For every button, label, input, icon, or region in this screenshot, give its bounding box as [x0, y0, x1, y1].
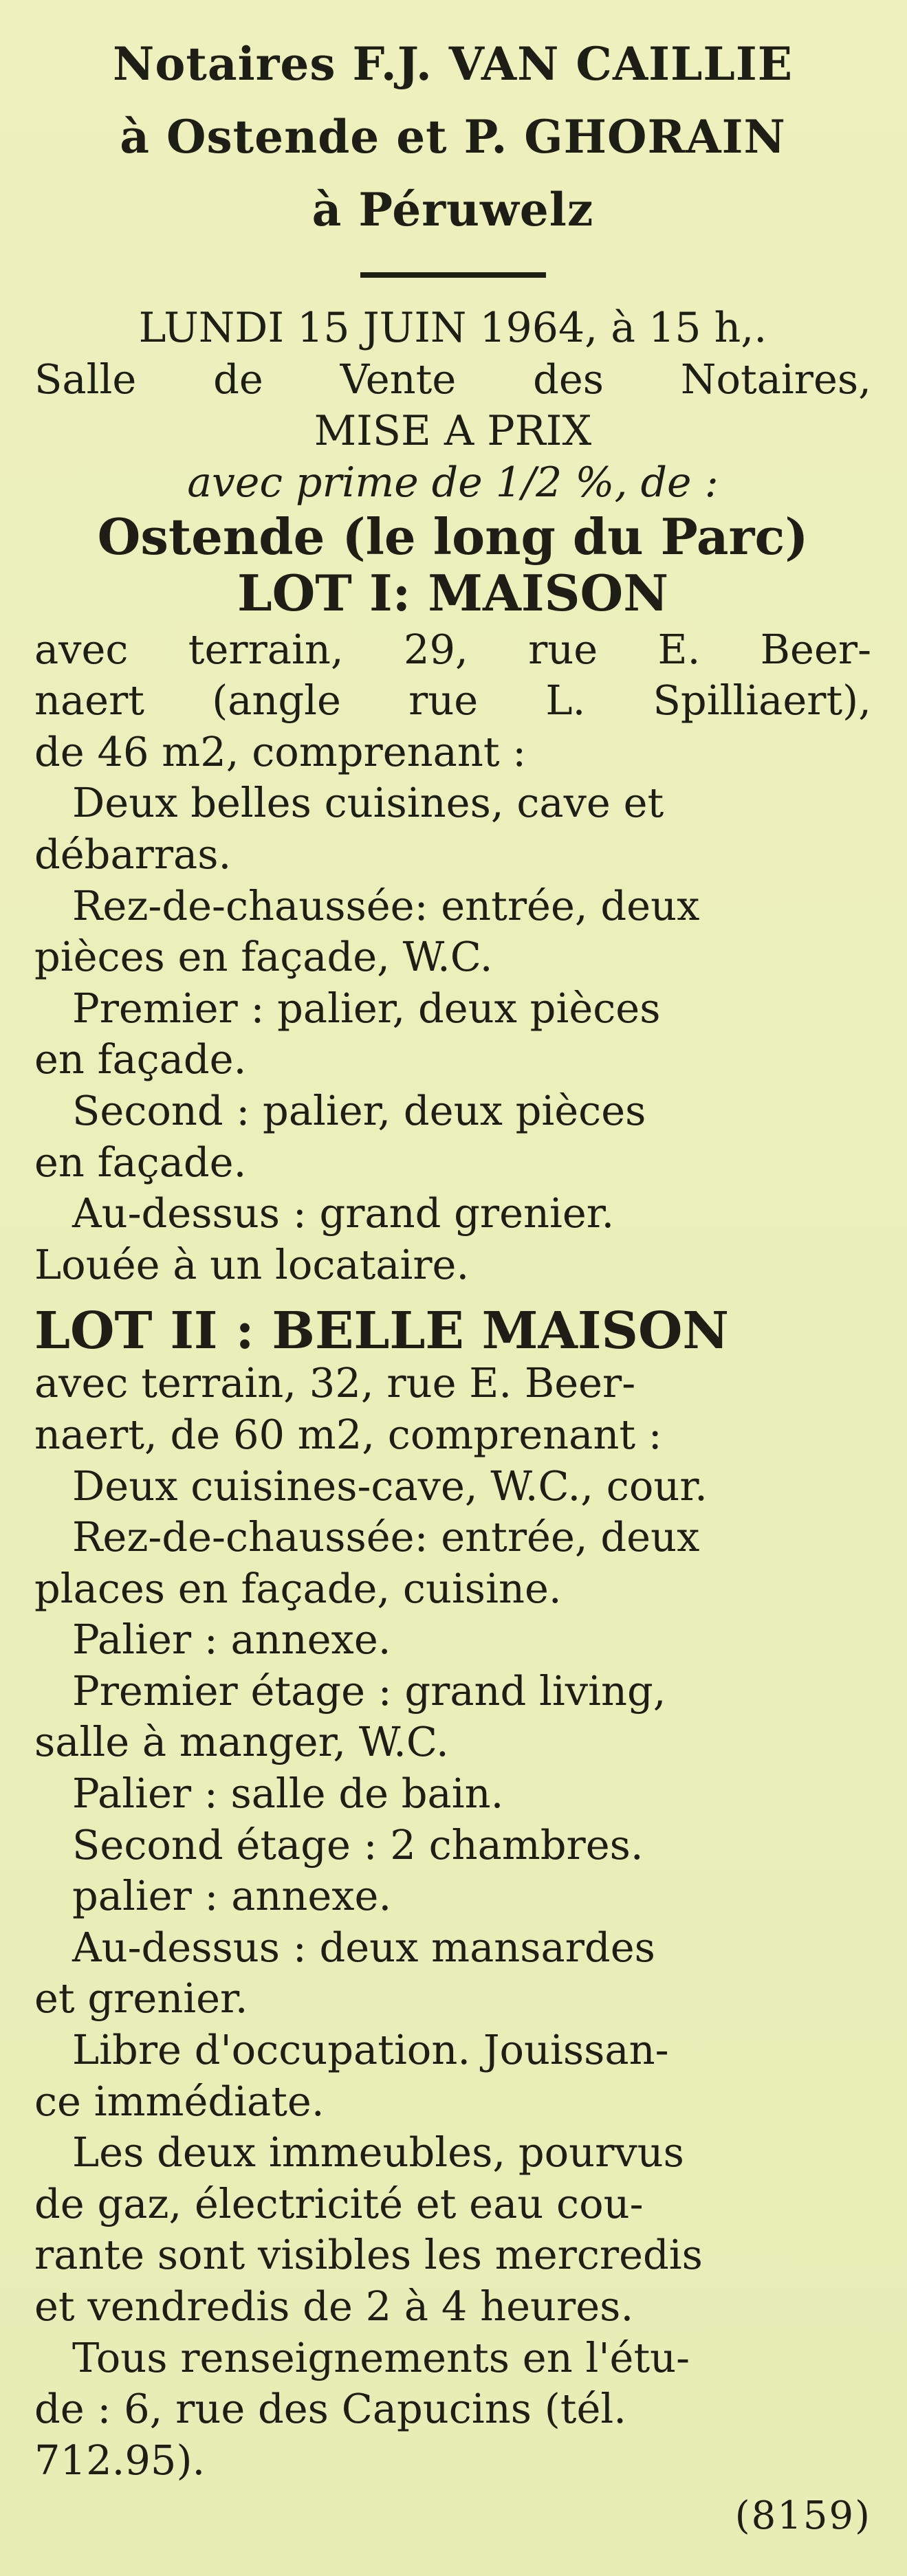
- text-line: Au-dessus : deux mansardes: [72, 1923, 655, 1971]
- lot-2-title: LOT II : BELLE MAISON: [34, 1301, 730, 1361]
- text-line: naert, de 60 m2, comprenant :: [34, 1410, 662, 1458]
- word: rue: [408, 676, 479, 725]
- location-heading: Ostende (le long du Parc): [97, 507, 809, 566]
- text-line: avec terrain, 32, rue E. Beer-: [34, 1359, 636, 1407]
- word: 29,: [403, 625, 468, 673]
- word: naert: [34, 676, 145, 725]
- text-line: Rez-de-chaussée: entrée, deux: [72, 881, 700, 929]
- text-line: Premier : palier, deux pièces: [72, 984, 661, 1032]
- text-line: 712.95).: [34, 2436, 206, 2484]
- sale-hall-word: Notaires,: [680, 355, 871, 403]
- sale-hall-word: Vente: [340, 355, 457, 403]
- text-line: de : 6, rue des Capucins (tél.: [34, 2385, 627, 2433]
- text-line: pièces en façade, W.C.: [34, 933, 493, 981]
- word: Spilliaert),: [653, 676, 871, 725]
- text-line: et vendredis de 2 à 4 heures.: [34, 2282, 634, 2330]
- text-line: Deux cuisines-cave, W.C., cour.: [72, 1462, 708, 1510]
- word: terrain,: [188, 625, 344, 673]
- separator-rule: [360, 272, 546, 278]
- text-line: places en façade, cuisine.: [34, 1564, 562, 1612]
- text-line: [34, 624, 871, 676]
- text-line: ce immédiate.: [34, 2077, 325, 2125]
- word: E.: [657, 625, 701, 673]
- sale-hall-word: des: [533, 355, 604, 403]
- mise-a-prix: MISE A PRIX: [314, 406, 592, 455]
- text-line: Second : palier, deux pièces: [72, 1086, 646, 1134]
- text-line: Les deux immeubles, pourvus: [72, 2128, 684, 2177]
- text-line: Palier : salle de bain.: [72, 1770, 504, 1818]
- text-line: de 46 m2, comprenant :: [34, 727, 527, 775]
- text-line: de gaz, électricité et eau cou-: [34, 2179, 644, 2227]
- word: Beer-: [760, 625, 871, 673]
- text-line: en façade.: [34, 1035, 247, 1083]
- text-line: débarras.: [34, 830, 232, 878]
- lot-2-description: [34, 1358, 871, 2486]
- word: L.: [545, 676, 586, 725]
- text-line: Second étage : 2 chambres.: [72, 1820, 644, 1869]
- text-line: rante sont visibles les mercredis: [34, 2231, 703, 2279]
- sale-hall-word: de: [213, 355, 263, 403]
- text-line: Palier : annexe.: [72, 1616, 391, 1664]
- text-line: Deux belles cuisines, cave et: [72, 779, 664, 827]
- text-line: Rez-de-chaussée: entrée, deux: [72, 1513, 700, 1561]
- word: (angle: [212, 676, 341, 725]
- word: avec: [34, 625, 129, 673]
- sale-date: LUNDI 15 JUIN 1964, à 15 h,.: [138, 304, 767, 352]
- lot-1-title: LOT I: MAISON: [237, 563, 669, 622]
- reference-number: (8159): [734, 2494, 871, 2538]
- lot-1-description: [34, 624, 871, 1291]
- text-line: Tous renseignements en l'étu-: [72, 2333, 690, 2381]
- word: rue: [528, 625, 598, 673]
- notary-heading-line-3: à Péruwelz: [312, 183, 594, 236]
- text-line: palier : annexe.: [72, 1872, 392, 1920]
- text-line: et grenier.: [34, 1974, 248, 2023]
- text-line: Louée à un locataire.: [34, 1240, 470, 1288]
- text-line: salle à manger, W.C.: [34, 1718, 449, 1766]
- sale-hall-word: Salle: [34, 355, 137, 403]
- text-line: Premier étage : grand living,: [72, 1666, 666, 1715]
- notary-heading-line-2: à Ostende et P. GHORAIN: [120, 110, 786, 164]
- notary-heading-line-1: Notaires F.J. VAN CAILLIE: [112, 37, 794, 91]
- text-line: [34, 675, 871, 727]
- text-line: Au-dessus : grand grenier.: [72, 1189, 615, 1237]
- text-line: en façade.: [34, 1138, 247, 1186]
- prime-line: avec prime de 1/2 %, de :: [187, 458, 719, 507]
- sale-hall: [34, 354, 871, 406]
- text-line: Libre d'occupation. Jouissan-: [72, 2026, 669, 2074]
